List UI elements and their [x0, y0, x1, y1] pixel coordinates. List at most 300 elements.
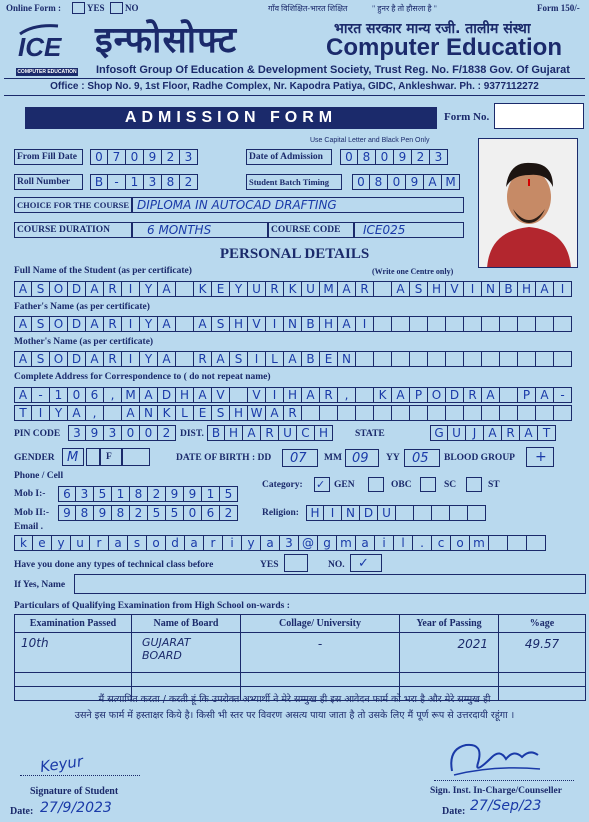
cell[interactable]: , — [338, 387, 356, 403]
cell[interactable] — [176, 316, 194, 332]
cell[interactable]: 0 — [140, 425, 158, 441]
cell[interactable]: I — [324, 505, 342, 521]
cell[interactable] — [230, 387, 248, 403]
fill-date-cells[interactable] — [90, 149, 198, 165]
cell[interactable] — [356, 405, 374, 421]
cell[interactable]: r — [90, 535, 109, 551]
cell[interactable]: H — [320, 316, 338, 332]
cell[interactable]: A — [122, 405, 140, 421]
cell[interactable]: E — [194, 405, 212, 421]
cell[interactable]: 9 — [166, 486, 184, 502]
cell[interactable] — [468, 505, 486, 521]
cell[interactable]: A — [14, 387, 32, 403]
cell[interactable] — [500, 351, 518, 367]
cell[interactable]: I — [266, 387, 284, 403]
cell[interactable]: A — [68, 405, 86, 421]
cell[interactable] — [527, 535, 546, 551]
father-cells[interactable] — [14, 316, 572, 332]
cell[interactable]: N — [140, 405, 158, 421]
cell[interactable]: o — [451, 535, 470, 551]
if-yes-field[interactable] — [74, 574, 586, 594]
course-code-field[interactable] — [354, 222, 464, 238]
duration-field[interactable] — [132, 222, 268, 238]
cell[interactable]: 1 — [202, 486, 220, 502]
cell[interactable]: 0 — [388, 174, 406, 190]
cell[interactable]: I — [248, 351, 266, 367]
table-row[interactable] — [15, 633, 586, 673]
cell[interactable]: R — [104, 351, 122, 367]
cell[interactable]: A — [14, 351, 32, 367]
cell[interactable]: A — [302, 387, 320, 403]
cell[interactable]: g — [318, 535, 337, 551]
cell[interactable]: K — [284, 281, 302, 297]
cell[interactable]: O — [50, 351, 68, 367]
cell[interactable]: 9 — [86, 425, 104, 441]
cell[interactable]: y — [242, 535, 261, 551]
cell[interactable] — [176, 351, 194, 367]
gender-m-tick[interactable] — [86, 448, 100, 466]
tech-no-checkbox[interactable] — [350, 554, 382, 572]
cell[interactable]: D — [360, 505, 378, 521]
cell[interactable]: S — [410, 281, 428, 297]
cell[interactable]: r — [204, 535, 223, 551]
cell[interactable]: A — [520, 425, 538, 441]
dob-yy-field[interactable] — [404, 449, 440, 467]
cell[interactable]: V — [446, 281, 464, 297]
cell[interactable] — [374, 281, 392, 297]
cell[interactable]: Y — [140, 351, 158, 367]
cell[interactable]: 8 — [76, 505, 94, 521]
cell[interactable]: E — [320, 351, 338, 367]
cell[interactable]: R — [104, 281, 122, 297]
cell[interactable]: L — [176, 405, 194, 421]
cell[interactable]: G — [430, 425, 448, 441]
cell[interactable]: A — [338, 316, 356, 332]
cell[interactable]: a — [109, 535, 128, 551]
cell[interactable]: U — [248, 281, 266, 297]
cell[interactable]: @ — [299, 535, 318, 551]
cell[interactable]: D — [68, 351, 86, 367]
cell[interactable]: A — [158, 316, 176, 332]
cell[interactable]: 9 — [144, 149, 162, 165]
cell[interactable]: 0 — [352, 174, 370, 190]
gender-f-tick[interactable] — [122, 448, 150, 466]
blood-field[interactable] — [526, 447, 554, 467]
row2-percentage[interactable] — [499, 673, 586, 687]
admission-date-cells[interactable] — [340, 149, 448, 165]
cell[interactable]: A — [266, 405, 284, 421]
cell[interactable]: 5 — [220, 486, 238, 502]
row2-exam[interactable] — [15, 673, 132, 687]
cell[interactable]: H — [306, 505, 324, 521]
cell[interactable]: H — [176, 387, 194, 403]
cell[interactable]: 8 — [358, 149, 376, 165]
cell[interactable]: A — [158, 281, 176, 297]
cell[interactable]: a — [261, 535, 280, 551]
cell[interactable]: S — [230, 351, 248, 367]
cell[interactable]: 8 — [370, 174, 388, 190]
cell[interactable]: M — [442, 174, 460, 190]
cell[interactable]: , — [104, 387, 122, 403]
cell[interactable]: V — [212, 387, 230, 403]
cell[interactable]: R — [284, 405, 302, 421]
cell[interactable]: u — [71, 535, 90, 551]
cell[interactable]: E — [212, 281, 230, 297]
cell[interactable]: T — [14, 405, 32, 421]
cell[interactable]: N — [342, 505, 360, 521]
cell[interactable]: J — [466, 425, 484, 441]
cell[interactable]: 2 — [158, 425, 176, 441]
cell[interactable]: U — [378, 505, 396, 521]
cell[interactable] — [374, 316, 392, 332]
pin-cells[interactable] — [68, 425, 176, 441]
cell[interactable]: 0 — [184, 505, 202, 521]
cell[interactable]: 5 — [166, 505, 184, 521]
cell[interactable]: A — [86, 281, 104, 297]
cell[interactable]: A — [14, 281, 32, 297]
cell[interactable]: 8 — [162, 174, 180, 190]
cell[interactable]: d — [166, 535, 185, 551]
cell[interactable]: R — [261, 425, 279, 441]
cell[interactable]: 3 — [76, 486, 94, 502]
cell[interactable]: 0 — [90, 149, 108, 165]
cell[interactable]: 1 — [126, 174, 144, 190]
cell[interactable]: O — [428, 387, 446, 403]
row1-university[interactable]: - — [241, 633, 400, 673]
cell[interactable]: M — [320, 281, 338, 297]
cell[interactable] — [518, 351, 536, 367]
cell[interactable]: 0 — [122, 425, 140, 441]
cell[interactable]: B — [302, 316, 320, 332]
cell[interactable]: 3 — [180, 149, 198, 165]
row2-board[interactable] — [132, 673, 241, 687]
cell[interactable]: U — [448, 425, 466, 441]
cell[interactable] — [489, 535, 508, 551]
cell[interactable]: B — [90, 174, 108, 190]
cell[interactable]: A — [194, 316, 212, 332]
cell[interactable]: , — [86, 405, 104, 421]
cell[interactable]: B — [302, 351, 320, 367]
cell[interactable] — [536, 316, 554, 332]
cell[interactable] — [500, 405, 518, 421]
cell[interactable]: L — [266, 351, 284, 367]
cell[interactable]: 9 — [94, 505, 112, 521]
cell[interactable]: 1 — [112, 486, 130, 502]
cell[interactable]: m — [337, 535, 356, 551]
cell[interactable]: y — [52, 535, 71, 551]
cell[interactable]: R — [356, 281, 374, 297]
cell[interactable]: l — [394, 535, 413, 551]
cell[interactable]: Y — [140, 316, 158, 332]
cell[interactable]: A — [338, 281, 356, 297]
dob-mm-field[interactable] — [345, 449, 379, 467]
cell[interactable]: Y — [140, 281, 158, 297]
row2-university[interactable] — [241, 673, 400, 687]
cell[interactable]: U — [302, 281, 320, 297]
cell[interactable]: R — [266, 281, 284, 297]
row2-year[interactable] — [400, 673, 499, 687]
cell[interactable]: H — [315, 425, 333, 441]
row1-year[interactable]: 2021 — [400, 633, 499, 673]
cell[interactable]: A — [484, 425, 502, 441]
form-no-field[interactable] — [494, 103, 584, 129]
cell[interactable]: B — [207, 425, 225, 441]
cell[interactable] — [482, 316, 500, 332]
batch-cells[interactable] — [352, 174, 460, 190]
cat-gen-checkbox[interactable] — [314, 477, 330, 492]
cell[interactable] — [338, 405, 356, 421]
cell[interactable] — [176, 281, 194, 297]
cell[interactable]: P — [518, 387, 536, 403]
cell[interactable]: a — [185, 535, 204, 551]
cell[interactable] — [464, 351, 482, 367]
cell[interactable]: - — [554, 387, 572, 403]
cell[interactable]: 9 — [406, 174, 424, 190]
cell[interactable] — [396, 505, 414, 521]
cell[interactable] — [554, 316, 572, 332]
online-no-checkbox[interactable] — [110, 2, 123, 14]
cell[interactable]: 9 — [394, 149, 412, 165]
full-name-cells[interactable] — [14, 281, 572, 297]
mob2-cells[interactable] — [58, 505, 238, 521]
dob-dd-field[interactable] — [282, 449, 318, 467]
row1-exam[interactable]: 10th — [15, 633, 132, 673]
cell[interactable]: 5 — [148, 505, 166, 521]
cell[interactable]: K — [194, 281, 212, 297]
cell[interactable] — [374, 405, 392, 421]
cell[interactable]: 2 — [180, 174, 198, 190]
cell[interactable]: S — [212, 405, 230, 421]
religion-cells[interactable] — [306, 505, 486, 521]
cell[interactable]: 2 — [412, 149, 430, 165]
cell[interactable]: 2 — [148, 486, 166, 502]
cell[interactable]: H — [518, 281, 536, 297]
cell[interactable]: K — [374, 387, 392, 403]
cell[interactable] — [450, 505, 468, 521]
cell[interactable]: O — [50, 316, 68, 332]
cell[interactable] — [428, 405, 446, 421]
cell[interactable]: S — [32, 281, 50, 297]
cell[interactable]: s — [128, 535, 147, 551]
cell[interactable]: a — [356, 535, 375, 551]
cell[interactable]: e — [33, 535, 52, 551]
cell[interactable]: 2 — [162, 149, 180, 165]
cell[interactable]: 3 — [430, 149, 448, 165]
cell[interactable]: B — [500, 281, 518, 297]
cell[interactable]: I — [356, 316, 374, 332]
row1-board[interactable]: GUJARAT BOARD — [132, 633, 241, 673]
cell[interactable] — [554, 351, 572, 367]
cell[interactable] — [428, 316, 446, 332]
address-line2-cells[interactable] — [14, 405, 572, 421]
cell[interactable]: A — [536, 281, 554, 297]
cell[interactable]: 7 — [108, 149, 126, 165]
cell[interactable]: 3 — [104, 425, 122, 441]
cell[interactable]: c — [432, 535, 451, 551]
cell[interactable]: R — [464, 387, 482, 403]
cell[interactable]: 3 — [280, 535, 299, 551]
cell[interactable]: Y — [230, 281, 248, 297]
cell[interactable]: V — [248, 316, 266, 332]
cell[interactable] — [536, 405, 554, 421]
cell[interactable] — [392, 316, 410, 332]
cell[interactable]: M — [122, 387, 140, 403]
cell[interactable]: - — [32, 387, 50, 403]
cell[interactable]: I — [554, 281, 572, 297]
cell[interactable]: A — [243, 425, 261, 441]
cell[interactable] — [356, 387, 374, 403]
cell[interactable]: V — [248, 387, 266, 403]
cell[interactable]: 3 — [144, 174, 162, 190]
email-cells[interactable] — [14, 535, 546, 551]
dist-cells[interactable] — [207, 425, 333, 441]
cell[interactable]: 8 — [112, 505, 130, 521]
mother-cells[interactable] — [14, 351, 572, 367]
cell[interactable]: 8 — [130, 486, 148, 502]
cell[interactable]: A — [392, 387, 410, 403]
table-row[interactable] — [15, 673, 586, 687]
cell[interactable]: I — [122, 281, 140, 297]
cell[interactable]: 9 — [58, 505, 76, 521]
cell[interactable]: R — [502, 425, 520, 441]
cell[interactable] — [464, 405, 482, 421]
cell[interactable]: A — [536, 387, 554, 403]
cell[interactable]: A — [86, 351, 104, 367]
cell[interactable] — [414, 505, 432, 521]
cell[interactable]: 0 — [340, 149, 358, 165]
cell[interactable] — [374, 351, 392, 367]
cell[interactable]: A — [140, 387, 158, 403]
cell[interactable] — [446, 351, 464, 367]
cell[interactable]: 5 — [94, 486, 112, 502]
cell[interactable] — [536, 351, 554, 367]
cell[interactable]: A — [424, 174, 442, 190]
state-cells[interactable] — [430, 425, 556, 441]
cell[interactable]: 2 — [130, 505, 148, 521]
cell[interactable]: 9 — [184, 486, 202, 502]
cell[interactable] — [392, 351, 410, 367]
cell[interactable] — [302, 405, 320, 421]
mob1-cells[interactable] — [58, 486, 238, 502]
cell[interactable]: Y — [50, 405, 68, 421]
cell[interactable]: i — [375, 535, 394, 551]
cell[interactable]: R — [194, 351, 212, 367]
cell[interactable] — [392, 405, 410, 421]
cell[interactable] — [446, 316, 464, 332]
cell[interactable]: I — [122, 316, 140, 332]
cell[interactable]: 2 — [220, 505, 238, 521]
cell[interactable] — [482, 405, 500, 421]
address-line1-cells[interactable] — [14, 387, 572, 403]
roll-cells[interactable] — [90, 174, 198, 190]
cell[interactable] — [518, 405, 536, 421]
cell[interactable]: P — [410, 387, 428, 403]
cell[interactable]: A — [14, 316, 32, 332]
cell[interactable] — [410, 405, 428, 421]
cell[interactable]: 3 — [68, 425, 86, 441]
cell[interactable] — [428, 351, 446, 367]
cell[interactable]: 0 — [126, 149, 144, 165]
cell[interactable]: k — [14, 535, 33, 551]
cell[interactable] — [554, 405, 572, 421]
cell[interactable]: D — [158, 387, 176, 403]
cell[interactable]: A — [86, 316, 104, 332]
cell[interactable]: N — [284, 316, 302, 332]
cell[interactable]: 6 — [86, 387, 104, 403]
cell[interactable]: S — [32, 316, 50, 332]
cell[interactable]: N — [482, 281, 500, 297]
cell[interactable] — [508, 535, 527, 551]
cell[interactable]: A — [194, 387, 212, 403]
cell[interactable]: H — [428, 281, 446, 297]
cell[interactable]: S — [212, 316, 230, 332]
cell[interactable]: A — [158, 351, 176, 367]
cell[interactable]: T — [538, 425, 556, 441]
cell[interactable] — [410, 351, 428, 367]
cell[interactable] — [464, 316, 482, 332]
cat-st-checkbox[interactable] — [466, 477, 482, 492]
cell[interactable]: D — [446, 387, 464, 403]
cell[interactable] — [410, 316, 428, 332]
cell[interactable] — [320, 405, 338, 421]
cell[interactable]: D — [68, 316, 86, 332]
cell[interactable]: 0 — [376, 149, 394, 165]
cell[interactable]: I — [464, 281, 482, 297]
row1-percentage[interactable]: 49.57 — [499, 633, 586, 673]
cell[interactable]: o — [147, 535, 166, 551]
cell[interactable] — [432, 505, 450, 521]
cat-obc-checkbox[interactable] — [368, 477, 384, 492]
cell[interactable]: S — [32, 351, 50, 367]
cell[interactable]: A — [284, 351, 302, 367]
cell[interactable]: H — [230, 316, 248, 332]
cell[interactable]: N — [338, 351, 356, 367]
cell[interactable]: - — [108, 174, 126, 190]
cell[interactable] — [518, 316, 536, 332]
cell[interactable]: 6 — [58, 486, 76, 502]
gender-m-box[interactable] — [62, 448, 84, 466]
cell[interactable]: R — [104, 316, 122, 332]
cell[interactable]: m — [470, 535, 489, 551]
cell[interactable]: A — [212, 351, 230, 367]
cell[interactable]: i — [223, 535, 242, 551]
cell[interactable]: H — [230, 405, 248, 421]
course-choice-field[interactable] — [132, 197, 464, 213]
cell[interactable] — [104, 405, 122, 421]
tech-yes-checkbox[interactable] — [284, 554, 308, 572]
cell[interactable]: U — [279, 425, 297, 441]
cell[interactable]: 0 — [68, 387, 86, 403]
cell[interactable]: K — [158, 405, 176, 421]
cell[interactable]: O — [50, 281, 68, 297]
cat-sc-checkbox[interactable] — [420, 477, 436, 492]
cell[interactable] — [500, 387, 518, 403]
cell[interactable] — [356, 351, 374, 367]
cell[interactable]: A — [482, 387, 500, 403]
online-yes-checkbox[interactable] — [72, 2, 85, 14]
cell[interactable] — [482, 351, 500, 367]
cell[interactable]: . — [413, 535, 432, 551]
cell[interactable]: H — [284, 387, 302, 403]
cell[interactable]: R — [320, 387, 338, 403]
cell[interactable]: 6 — [202, 505, 220, 521]
cell[interactable]: I — [266, 316, 284, 332]
gender-f-box[interactable] — [100, 448, 122, 466]
cell[interactable]: 1 — [50, 387, 68, 403]
cell[interactable]: I — [122, 351, 140, 367]
cell[interactable]: C — [297, 425, 315, 441]
cell[interactable]: W — [248, 405, 266, 421]
